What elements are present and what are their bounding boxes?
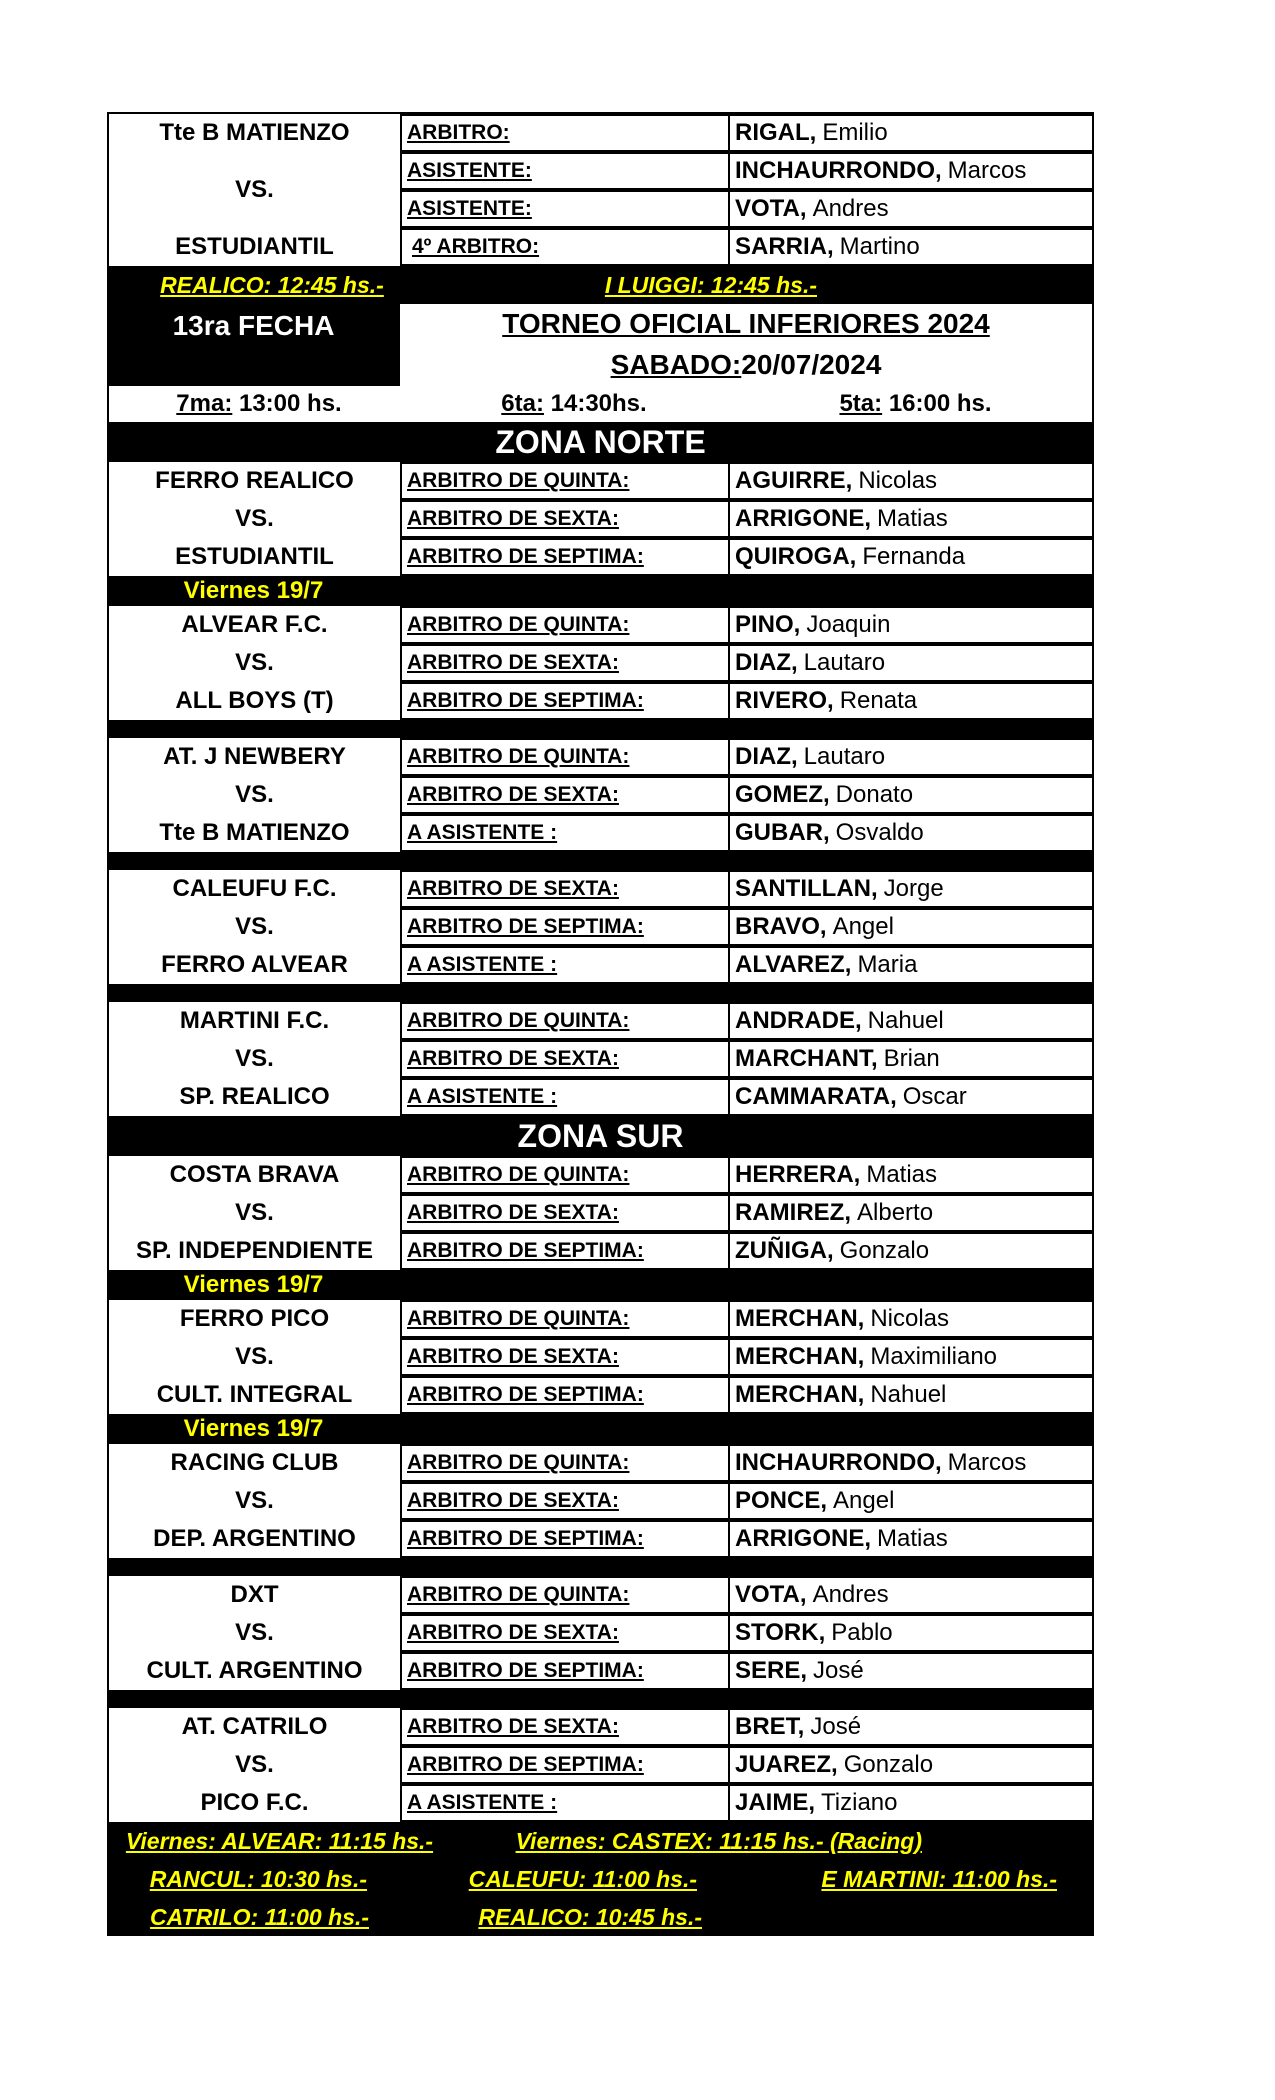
- referee-last: VOTA,: [735, 195, 807, 222]
- time-realico: REALICO: 12:45 hs.-: [160, 271, 384, 298]
- vs-label: VS.: [107, 1482, 400, 1520]
- referee-last: MERCHAN,: [735, 1305, 865, 1332]
- match-row: [107, 1520, 1094, 1558]
- team-home: CALEUFU F.C.: [107, 870, 400, 908]
- referee-cell: [728, 190, 1094, 228]
- separator-band: [107, 1558, 1094, 1576]
- team-away: SP. REALICO: [107, 1078, 400, 1116]
- viernes-label: Viernes 19/7: [183, 1271, 324, 1298]
- match-block: [107, 870, 1094, 984]
- referee-last: RIGAL,: [735, 119, 817, 146]
- referee-last: JAIME,: [735, 1789, 816, 1816]
- referee-first: Martino: [839, 233, 920, 260]
- vs-label: VS.: [107, 1040, 400, 1078]
- footer-time: REALICO: 10:45 hs.-: [478, 1903, 702, 1930]
- footer-times: [107, 1822, 1094, 1936]
- footer-time: Viernes: ALVEAR: 11:15 hs.-: [125, 1827, 434, 1854]
- referee-first: Tiziano: [821, 1789, 898, 1816]
- vs-label: VS.: [107, 1338, 400, 1376]
- referee-first: Nahuel: [867, 1007, 944, 1034]
- referee-first: Andres: [812, 195, 889, 222]
- viernes-band: [107, 576, 1094, 606]
- referee-last: GOMEZ,: [735, 781, 830, 808]
- match-row: [107, 1156, 1094, 1194]
- times-band: [107, 266, 1094, 304]
- role-label: ARBITRO DE SEPTIMA:: [400, 908, 728, 946]
- referee-cell: [728, 1040, 1094, 1078]
- referee-last: SERE,: [735, 1657, 808, 1684]
- role-label: ARBITRO DE SEPTIMA:: [400, 1232, 728, 1270]
- referee-first: José: [813, 1657, 864, 1684]
- referee-first: Emilio: [822, 119, 888, 146]
- referee-first: Donato: [835, 781, 914, 808]
- referee-first: José: [810, 1713, 862, 1740]
- referee-last: SANTILLAN,: [735, 875, 878, 902]
- match-row: [107, 1784, 1094, 1822]
- role-label: A ASISTENTE :: [400, 946, 728, 984]
- viernes-band: [107, 1270, 1094, 1300]
- role-label: ARBITRO DE QUINTA:: [400, 462, 728, 500]
- referee-last: ZUÑIGA,: [735, 1237, 834, 1264]
- referee-cell: [728, 228, 1094, 266]
- category-6ta: 6ta:: [501, 390, 544, 417]
- referee-last: ARRIGONE,: [735, 505, 872, 532]
- date-label: SABADO:: [610, 349, 742, 380]
- referee-last: DIAZ,: [735, 649, 798, 676]
- match-row: [107, 500, 1094, 538]
- vs-label: VS.: [107, 644, 400, 682]
- footer-time: CATRILO: 11:00 hs.-: [150, 1903, 369, 1930]
- role-label: ARBITRO DE QUINTA:: [400, 1002, 728, 1040]
- vs-label: VS.: [107, 908, 400, 946]
- referee-last: ALVAREZ,: [735, 951, 852, 978]
- referee-cell: [728, 682, 1094, 720]
- role-label: ARBITRO DE SEPTIMA:: [400, 1746, 728, 1784]
- role-label: ARBITRO DE SEXTA:: [400, 1194, 728, 1232]
- fixture-sheet: [107, 112, 1094, 1936]
- referee-last: AGUIRRE,: [735, 467, 853, 494]
- referee-first: Renata: [839, 687, 918, 714]
- role-label: A ASISTENTE :: [400, 1784, 728, 1822]
- referee-cell: [728, 870, 1094, 908]
- role-label: ASISTENTE:: [400, 152, 728, 190]
- match-row: [107, 1338, 1094, 1376]
- match-row: [107, 908, 1094, 946]
- referee-cell: [728, 1078, 1094, 1116]
- role-label: 4º ARBITRO:: [400, 228, 728, 266]
- role-label: ARBITRO DE SEPTIMA:: [400, 682, 728, 720]
- match-row: [107, 1614, 1094, 1652]
- referee-cell: [728, 1482, 1094, 1520]
- referee-last: BRAVO,: [735, 913, 827, 940]
- match-row: [107, 1576, 1094, 1614]
- zona-norte-header: ZONA NORTE: [107, 422, 1094, 462]
- referee-last: JUAREZ,: [735, 1751, 838, 1778]
- role-label: ARBITRO DE SEPTIMA:: [400, 1376, 728, 1414]
- match-row: [107, 1482, 1094, 1520]
- match-block: [107, 1156, 1094, 1270]
- category-7ma: 7ma:: [176, 390, 233, 417]
- referee-cell: [728, 1614, 1094, 1652]
- referee-cell: [728, 946, 1094, 984]
- match-row: [107, 776, 1094, 814]
- referee-last: ANDRADE,: [735, 1007, 862, 1034]
- vs-label: VS.: [107, 1746, 400, 1784]
- referee-first: Angel: [832, 913, 894, 940]
- role-label: ASISTENTE:: [400, 190, 728, 228]
- match-block: [107, 1708, 1094, 1822]
- referee-cell: [728, 1746, 1094, 1784]
- role-label: ARBITRO DE SEXTA:: [400, 1614, 728, 1652]
- referee-cell: [728, 1156, 1094, 1194]
- match-block: [107, 1300, 1094, 1414]
- separator-band: [107, 1690, 1094, 1708]
- team-away: Tte B MATIENZO: [107, 814, 400, 852]
- referee-first: Jorge: [883, 875, 944, 902]
- footer-time: E MARTINI: 11:00 hs.-: [821, 1865, 1057, 1892]
- tournament-header: [107, 304, 1094, 386]
- referee-cell: [728, 606, 1094, 644]
- role-label: ARBITRO DE SEXTA:: [400, 1040, 728, 1078]
- match-row: [107, 1002, 1094, 1040]
- referee-first: Angel: [833, 1487, 895, 1514]
- role-label: ARBITRO DE SEPTIMA:: [400, 538, 728, 576]
- referee-cell: [728, 1376, 1094, 1414]
- tournament-title: TORNEO OFICIAL INFERIORES 2024: [502, 308, 990, 339]
- team-away: DEP. ARGENTINO: [107, 1520, 400, 1558]
- match-date: [400, 344, 1092, 386]
- role-label: ARBITRO DE SEXTA:: [400, 644, 728, 682]
- footer-time: Viernes: CASTEX: 11:15 hs.- (Racing): [515, 1827, 922, 1854]
- vs-label: VS.: [107, 152, 400, 228]
- category-times: [107, 386, 1094, 422]
- role-label: ARBITRO DE SEXTA:: [400, 1708, 728, 1746]
- match-row: [107, 606, 1094, 644]
- role-label: ARBITRO DE QUINTA:: [400, 606, 728, 644]
- referee-first: Lautaro: [803, 649, 886, 676]
- team-away: PICO F.C.: [107, 1784, 400, 1822]
- role-label: ARBITRO DE QUINTA:: [400, 1300, 728, 1338]
- referee-first: Lautaro: [803, 743, 886, 770]
- team-away: FERRO ALVEAR: [107, 946, 400, 984]
- referee-last: ARRIGONE,: [735, 1525, 872, 1552]
- role-label: ARBITRO DE QUINTA:: [400, 1156, 728, 1194]
- role-label: A ASISTENTE :: [400, 1078, 728, 1116]
- referee-last: STORK,: [735, 1619, 826, 1646]
- role-label: ARBITRO DE QUINTA:: [400, 738, 728, 776]
- match-row: [107, 738, 1094, 776]
- referee-first: Maximiliano: [870, 1343, 998, 1370]
- referee-last: SARRIA,: [735, 233, 834, 260]
- referee-first: Matias: [877, 505, 948, 532]
- role-label: ARBITRO DE SEXTA:: [400, 1482, 728, 1520]
- match-row: [107, 1300, 1094, 1338]
- referee-cell: [728, 1652, 1094, 1690]
- referee-first: Joaquin: [806, 611, 891, 638]
- zona-sur-header: ZONA SUR: [107, 1116, 1094, 1156]
- referee-first: Marcos: [947, 1449, 1027, 1476]
- referee-first: Maria: [857, 951, 918, 978]
- vs-label: VS.: [107, 500, 400, 538]
- viernes-band: [107, 1414, 1094, 1444]
- referee-cell: [728, 462, 1094, 500]
- vs-label: VS.: [107, 776, 400, 814]
- vs-label: VS.: [107, 1614, 400, 1652]
- referee-last: GUBAR,: [735, 819, 830, 846]
- viernes-label: Viernes 19/7: [183, 577, 324, 604]
- team-away: ALL BOYS (T): [107, 682, 400, 720]
- referee-last: QUIROGA,: [735, 543, 857, 570]
- vs-label: VS.: [107, 1194, 400, 1232]
- matches-list: [107, 462, 1094, 1822]
- role-label: ARBITRO DE SEXTA:: [400, 1338, 728, 1376]
- team-away: CULT. INTEGRAL: [107, 1376, 400, 1414]
- referee-first: Fernanda: [862, 543, 966, 570]
- first-match-block: [107, 112, 1094, 266]
- team-away: SP. INDEPENDIENTE: [107, 1232, 400, 1270]
- role-label: ARBITRO DE SEXTA:: [400, 500, 728, 538]
- referee-first: Andres: [812, 1581, 889, 1608]
- referee-first: Nicolas: [870, 1305, 950, 1332]
- match-row: [107, 682, 1094, 720]
- team-home: ALVEAR F.C.: [107, 606, 400, 644]
- referee-cell: [728, 1520, 1094, 1558]
- referee-cell: [728, 1002, 1094, 1040]
- match-row: [107, 1232, 1094, 1270]
- team-away: ESTUDIANTIL: [107, 228, 400, 266]
- referee-last: MERCHAN,: [735, 1343, 865, 1370]
- role-label: ARBITRO DE QUINTA:: [400, 1576, 728, 1614]
- footer-time: CALEUFU: 11:00 hs.-: [468, 1865, 697, 1892]
- referee-cell: [728, 1300, 1094, 1338]
- referee-cell: [728, 1784, 1094, 1822]
- team-home: FERRO PICO: [107, 1300, 400, 1338]
- referee-last: MERCHAN,: [735, 1381, 865, 1408]
- team-home: MARTINI F.C.: [107, 1002, 400, 1040]
- match-row: [107, 1040, 1094, 1078]
- team-home: DXT: [107, 1576, 400, 1614]
- time-7ma: 13:00 hs.: [238, 390, 342, 417]
- referee-first: Gonzalo: [843, 1751, 934, 1778]
- referee-cell: [728, 114, 1094, 152]
- referee-last: RAMIREZ,: [735, 1199, 851, 1226]
- referee-last: PINO,: [735, 611, 801, 638]
- referee-cell: [728, 1708, 1094, 1746]
- match-row: [107, 870, 1094, 908]
- referee-cell: [728, 814, 1094, 852]
- referee-last: HERRERA,: [735, 1161, 861, 1188]
- match-block: [107, 1444, 1094, 1558]
- match-block: [107, 462, 1094, 576]
- referee-last: INCHAURRONDO,: [735, 1449, 942, 1476]
- fecha-label: 13ra FECHA: [107, 304, 400, 386]
- referee-cell: [728, 1444, 1094, 1482]
- match-row: [107, 1376, 1094, 1414]
- referee-cell: [728, 738, 1094, 776]
- role-label: ARBITRO DE QUINTA:: [400, 1444, 728, 1482]
- referee-last: INCHAURRONDO,: [735, 157, 942, 184]
- match-row: [107, 644, 1094, 682]
- match-row: [107, 946, 1094, 984]
- referee-first: Marcos: [947, 157, 1027, 184]
- separator-band: [107, 852, 1094, 870]
- match-row: [107, 1194, 1094, 1232]
- team-home: COSTA BRAVA: [107, 1156, 400, 1194]
- team-away: CULT. ARGENTINO: [107, 1652, 400, 1690]
- referee-first: Nahuel: [870, 1381, 947, 1408]
- referee-first: Oscar: [902, 1083, 967, 1110]
- time-luiggi: I LUIGGI: 12:45 hs.-: [604, 271, 817, 298]
- match-row: [107, 1444, 1094, 1482]
- team-home: AT. J NEWBERY: [107, 738, 400, 776]
- role-label: ARBITRO DE SEXTA:: [400, 870, 728, 908]
- referee-first: Gonzalo: [839, 1237, 930, 1264]
- match-row: [107, 538, 1094, 576]
- role-label: ARBITRO DE SEPTIMA:: [400, 1520, 728, 1558]
- referee-last: BRET,: [735, 1713, 805, 1740]
- referee-cell: [728, 908, 1094, 946]
- referee-last: DIAZ,: [735, 743, 798, 770]
- referee-cell: [728, 152, 1094, 190]
- role-label: A ASISTENTE :: [400, 814, 728, 852]
- referee-first: Nicolas: [858, 467, 938, 494]
- referee-last: CAMMARATA,: [735, 1083, 897, 1110]
- match-row: [107, 814, 1094, 852]
- referee-first: Alberto: [857, 1199, 934, 1226]
- referee-first: Brian: [883, 1045, 940, 1072]
- match-row: [107, 462, 1094, 500]
- referee-first: Matias: [877, 1525, 948, 1552]
- referee-first: Osvaldo: [835, 819, 924, 846]
- referee-cell: [728, 1338, 1094, 1376]
- referee-cell: [728, 1194, 1094, 1232]
- match-block: [107, 606, 1094, 720]
- referee-last: RIVERO,: [735, 687, 834, 714]
- referee-first: Pablo: [831, 1619, 893, 1646]
- footer-time: RANCUL: 10:30 hs.-: [149, 1865, 367, 1892]
- referee-last: MARCHANT,: [735, 1045, 878, 1072]
- referee-cell: [728, 500, 1094, 538]
- referee-cell: [728, 538, 1094, 576]
- viernes-label: Viernes 19/7: [183, 1415, 324, 1442]
- team-home: RACING CLUB: [107, 1444, 400, 1482]
- category-5ta: 5ta:: [839, 390, 883, 417]
- role-label: ARBITRO:: [400, 114, 728, 152]
- match-block: [107, 738, 1094, 852]
- team-home: AT. CATRILO: [107, 1708, 400, 1746]
- referee-cell: [728, 1232, 1094, 1270]
- separator-band: [107, 720, 1094, 738]
- referee-cell: [728, 1576, 1094, 1614]
- team-home: Tte B MATIENZO: [107, 114, 400, 152]
- time-5ta: 16:00 hs.: [888, 390, 992, 417]
- referee-last: PONCE,: [735, 1487, 828, 1514]
- match-row: [107, 1652, 1094, 1690]
- match-row: [107, 1078, 1094, 1116]
- separator-band: [107, 984, 1094, 1002]
- role-label: ARBITRO DE SEXTA:: [400, 776, 728, 814]
- time-6ta: 14:30hs.: [550, 390, 647, 417]
- referee-cell: [728, 644, 1094, 682]
- referee-cell: [728, 776, 1094, 814]
- role-label: ARBITRO DE SEPTIMA:: [400, 1652, 728, 1690]
- match-row: [107, 1708, 1094, 1746]
- referee-first: Matias: [866, 1161, 938, 1188]
- match-block: [107, 1576, 1094, 1690]
- date-value: 20/07/2024: [741, 349, 882, 380]
- match-row: [107, 1746, 1094, 1784]
- match-block: [107, 1002, 1094, 1116]
- team-away: ESTUDIANTIL: [107, 538, 400, 576]
- referee-last: VOTA,: [735, 1581, 807, 1608]
- team-home: FERRO REALICO: [107, 462, 400, 500]
